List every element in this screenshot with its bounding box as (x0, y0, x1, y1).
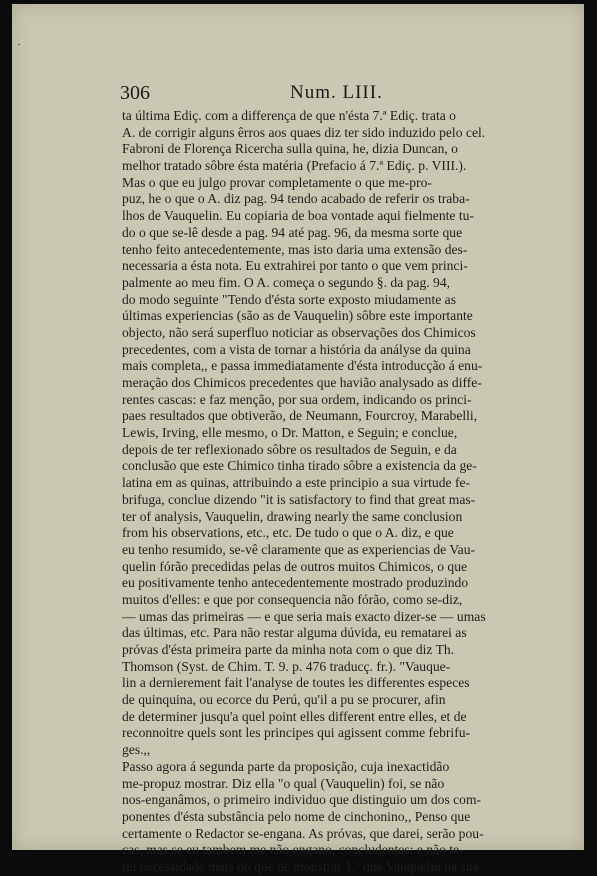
text-line: mais completa,, e passa immediatamente d'ésta introducção á enu- (122, 358, 483, 374)
text-line: eu tenho resumido, se-vê claramente que as experiencias de Vau- (122, 541, 476, 557)
text-line: do modo seguinte "Tendo d'ésta sorte exposto miudamente as (122, 291, 456, 307)
text-line: de quinquina, ou ecorce du Perú, qu'il a pu se procurer, afin (122, 692, 446, 708)
text-line: eu positivamente tenho antecedentemente mostrado produzindo (122, 575, 469, 591)
text-line: palmente ao meu fim. O A. começa o segundo §. da pag. 94, (122, 274, 451, 290)
text-line: do o que se-lê desde a pag. 94 até pag. 96, da mesma sorte que (122, 224, 463, 240)
text-line: Lewis, Irving, elle mesmo, o Dr. Matton, e Seguin; e conclue, (122, 425, 458, 441)
text-line: melhor tratado sôbre ésta matéria (Prefacio á 7.ª Ediç. p. VIII.). (122, 158, 467, 174)
text-line: lhos de Vauquelin. Eu copiaria de boa vontade aqui fielmente tu- (122, 208, 474, 224)
text-line: certamente o Redactor se-engana. As próvas, que darei, serão pou- (122, 825, 484, 841)
text-line: das últimas, etc. Para não restar alguma dúvida, eu rematarei as (122, 625, 467, 641)
body-text (122, 108, 542, 876)
text-line: muitos d'elles: e que por consequencia não fórão, como se-diz, (122, 591, 463, 607)
text-line: lin a dernierement fait l'analyse de toutes les differentes especes (122, 675, 470, 691)
text-line: ponentes d'ésta substância pelo nome de cinchonino,, Penso que (122, 808, 471, 824)
text-line: tenho feito antecedentemente, mas isto daria uma extensão des- (122, 241, 468, 257)
text-line: brifuga, conclue dizendo "it is satisfactory to find that great mas- (122, 491, 476, 507)
text-line: Mas o que eu julgo provar completamente o que me-pro- (122, 174, 432, 190)
text-line: A. de corrigir alguns êrros aos quaes diz ter sido induzido pelo cel. (122, 124, 486, 140)
text-line: Thomson (Syst. de Chim. T. 9. p. 476 traducç. fr.). "Vauque- (122, 658, 451, 674)
running-title: Num. LIII. (290, 82, 383, 103)
text-line: Fabroni de Florença Ricercha sulla quina, he, dizia Duncan, o (122, 141, 458, 157)
text-line: cas, mas se eu tambem me não engano, concludentes: e não te- (122, 842, 464, 858)
text-line: necessaria a ésta nota. Eu extrahirei por tanto o que vem princi- (122, 258, 468, 274)
text-line: de determiner jusqu'a quel point elles different entre elles, et de (122, 708, 467, 724)
text-line: últimas experiencias (são as de Vauquelin) sôbre este importante (122, 308, 473, 324)
text-line: ges.,, (122, 742, 151, 758)
text-line: objecto, não será superfluo noticiar as observações dos Chimicos (122, 324, 476, 340)
text-line: rentes cascas: e faz menção, por sua ordem, indicando os princi- (122, 391, 472, 407)
text-line: próvas d'ésta primeira parte da minha nota com o que diz Th. (122, 642, 455, 657)
text-line: quelin fórão precedidas pelas de outros muitos Chimicos, o que (122, 558, 468, 574)
text-line: depois de ter reflexionado sôbre os resultados de Seguin, e da (122, 441, 457, 457)
page-header (120, 82, 540, 104)
text-line: latina em as quinas, attribuindo a este principio a sua virtude fe- (122, 475, 471, 491)
text-line: rei necessidade mais do que de monstrar 1.º que Vauquelin na sua (122, 858, 479, 874)
page-edge-mark (18, 44, 20, 45)
text-line: paes resultados que obtiverão, de Neumann, Fourcroy, Marabelli, (122, 408, 478, 424)
text-line: ta última Ediç. com a differença de que n'ésta 7.ª Ediç. trata o (122, 108, 456, 123)
text-line: Passo agora á segunda parte da proposição, cuja inexactidão (122, 758, 450, 774)
text-line: meração dos Chimicos precedentes que havião analysado as diffe- (122, 375, 482, 390)
text-line: reconnoitre quels sont les principes qui agissent comme febrifu- (122, 725, 471, 741)
text-line: me-propuz mostrar. Diz ella "o qual (Vauquelin) foi, se não (122, 775, 445, 791)
text-line: nos-enganâmos, o primeiro individuo que distinguio um dos com- (122, 792, 482, 808)
text-line: conclusão que este Chimico tinha tirado sôbre a existencia da ge- (122, 458, 477, 474)
book-page (12, 4, 584, 874)
text-line: precedentes, com a vista de tornar a história da anályse da quina (122, 341, 471, 357)
text-line: from his observations, etc., etc. De tudo o que o A. diz, e que (122, 525, 454, 541)
text-line: — umas das primeiras — e que seria mais exacto dizer-se — umas (122, 608, 486, 624)
text-line: ter of analysis, Vauquelin, drawing nearly the same conclusion (122, 508, 463, 524)
text-line: puz, he o que o A. diz pag. 94 tendo acabado de referir os traba- (122, 191, 470, 207)
page-number: 306 (120, 82, 150, 104)
